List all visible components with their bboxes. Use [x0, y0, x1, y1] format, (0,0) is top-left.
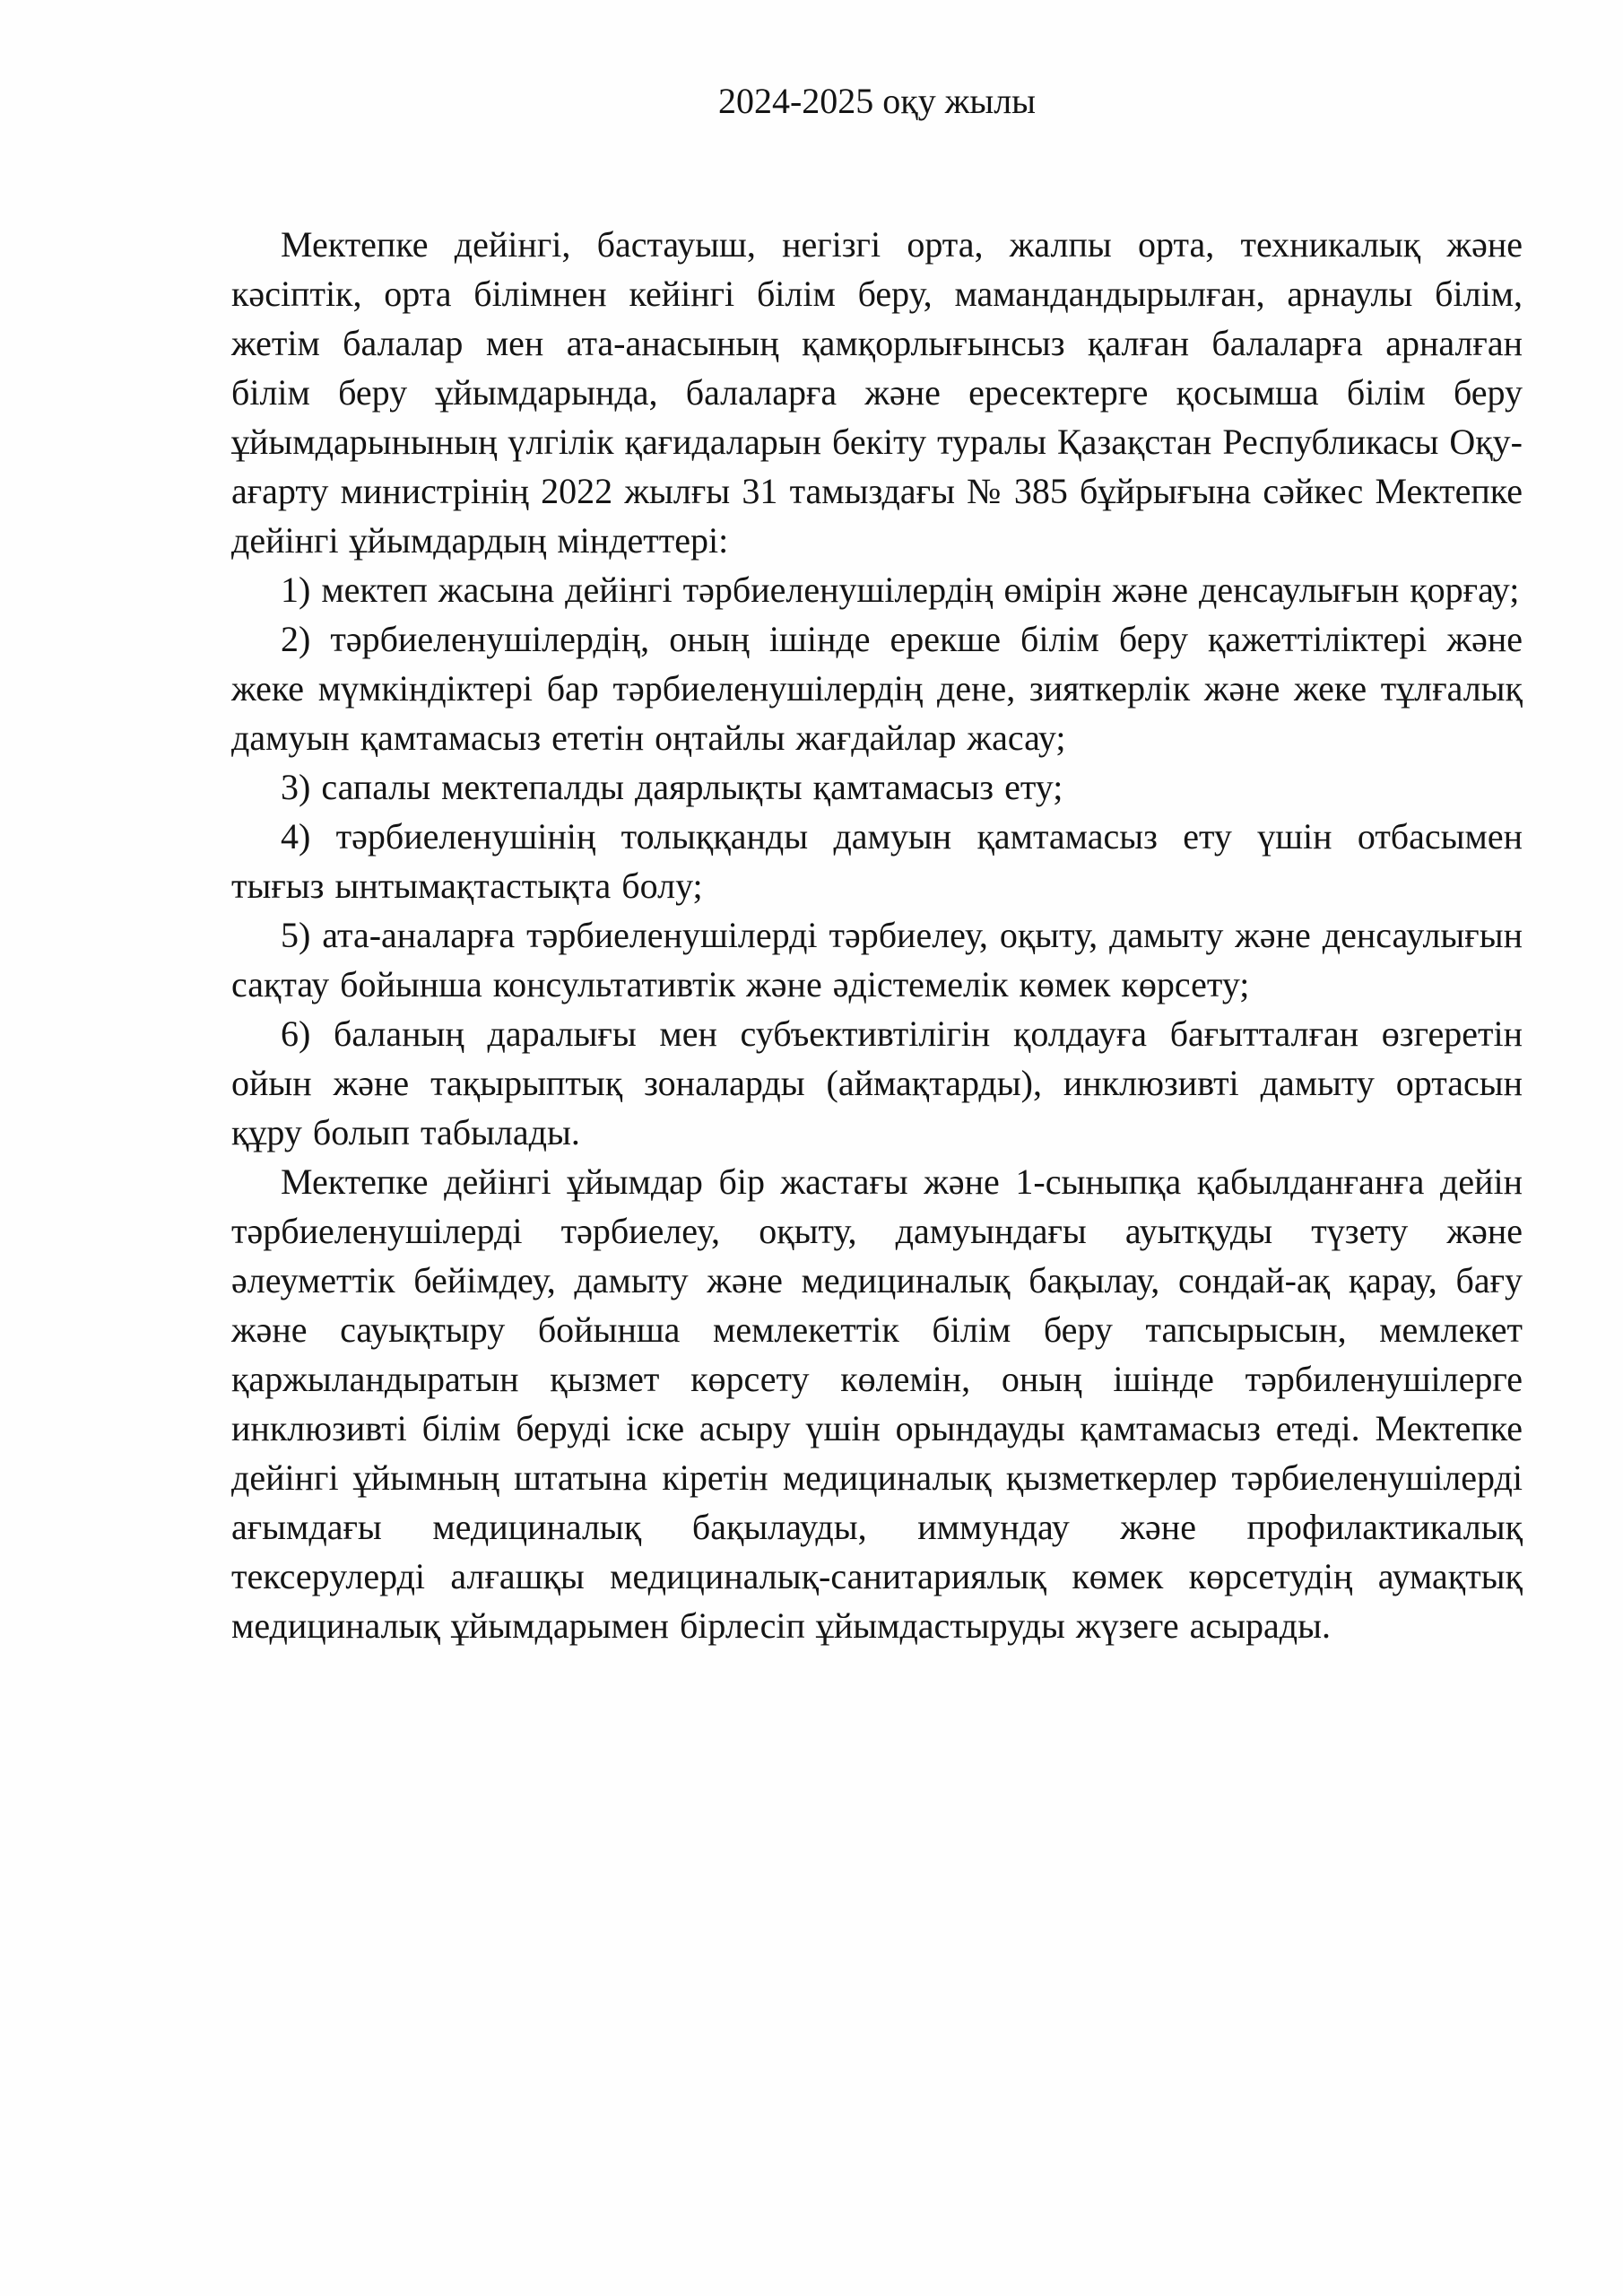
paragraph: 2) тәрбиеленушілердің, оның ішінде ерекше білім беру қажеттіліктері және жеке мүмкіндіктері бар тәрбиеленушілердің дене, зияткерлік және жеке тұлғалық дамуын қамтамасыз ететін оңтайлы жағдайлар жасау; — [231, 619, 1523, 758]
page-title: 2024-2025 оқу жылы — [717, 81, 1037, 121]
paragraph: 3) сапалы мектепалды даярлықты қамтамасыз ету; — [281, 767, 1063, 807]
paragraph: 4) тәрбиеленушінің толыққанды дамуын қамтамасыз ету үшін отбасымен тығыз ынтымақтастықта болу; — [231, 816, 1523, 906]
paragraph: 5) ата-аналарға тәрбиеленушілерді тәрбиелеу, оқыту, дамыту және денсаулығын сақтау бойынша консультативтік және әдістемелік көмек көрсету; — [231, 915, 1523, 1004]
paragraph: Мектепке дейінгі, бастауыш, негізгі орта, жалпы орта, техникалық және кәсіптік, орта білімнен кейінгі білім беру, мамандандырылған, арнаулы білім, жетім балалар мен ата-анасының қамқорлығынсыз қалған балаларға арналған білім беру ұйымдарында, балаларға және ересектерге қосымша білім беру ұйымдарынының үлгілік қағидаларын бекіту туралы Қазақстан Республикасы Оқу-ағарту министрінің 2022 жылғы 31 тамыздағы № 385 бұйрығына сәйкес Мектепке дейінгі ұйымдардың міндеттері: — [231, 224, 1523, 561]
document-body — [231, 220, 1523, 1650]
paragraph: 1) мектеп жасына дейінгі тәрбиеленушілердің өмірін және денсаулығын қорғау; — [281, 570, 1520, 610]
paragraph: Мектепке дейінгі ұйымдар бір жастағы және 1-сыныпқа қабылданғанға дейін тәрбиеленушілерді тәрбиелеу, оқыту, дамуындағы ауытқуды түзету және әлеуметтік бейімдеу, дамыту және медициналық бақылау, сондай-ақ қарау, бағу және сауықтыру бойынша мемлекеттік білім беру тапсырысын, мемлекет қаржыландыратын қызмет көрсету көлемін, оның ішінде тәрбиленушілерге инклюзивті білім беруді іске асыру үшін орындауды қамтамасыз етеді. Мектепке дейінгі ұйымның штатына кіретін медициналық қызметкерлер тәрбиеленушілерді ағымдағы медициналық бақылауды, иммундау және профилактикалық тексерулерді алғашқы медициналық-санитариялық көмек көрсетудің аумақтық медициналық ұйымдарымен бірлесіп ұйымдастыруды жүзеге асырады. — [231, 1161, 1523, 1646]
paragraph: 6) баланың даралығы мен субъективтілігін қолдауға бағытталған өзгеретін ойын және тақырыптық зоналарды (аймақтарды), инклюзивті дамыту ортасын құру болып табылады. — [231, 1013, 1523, 1152]
